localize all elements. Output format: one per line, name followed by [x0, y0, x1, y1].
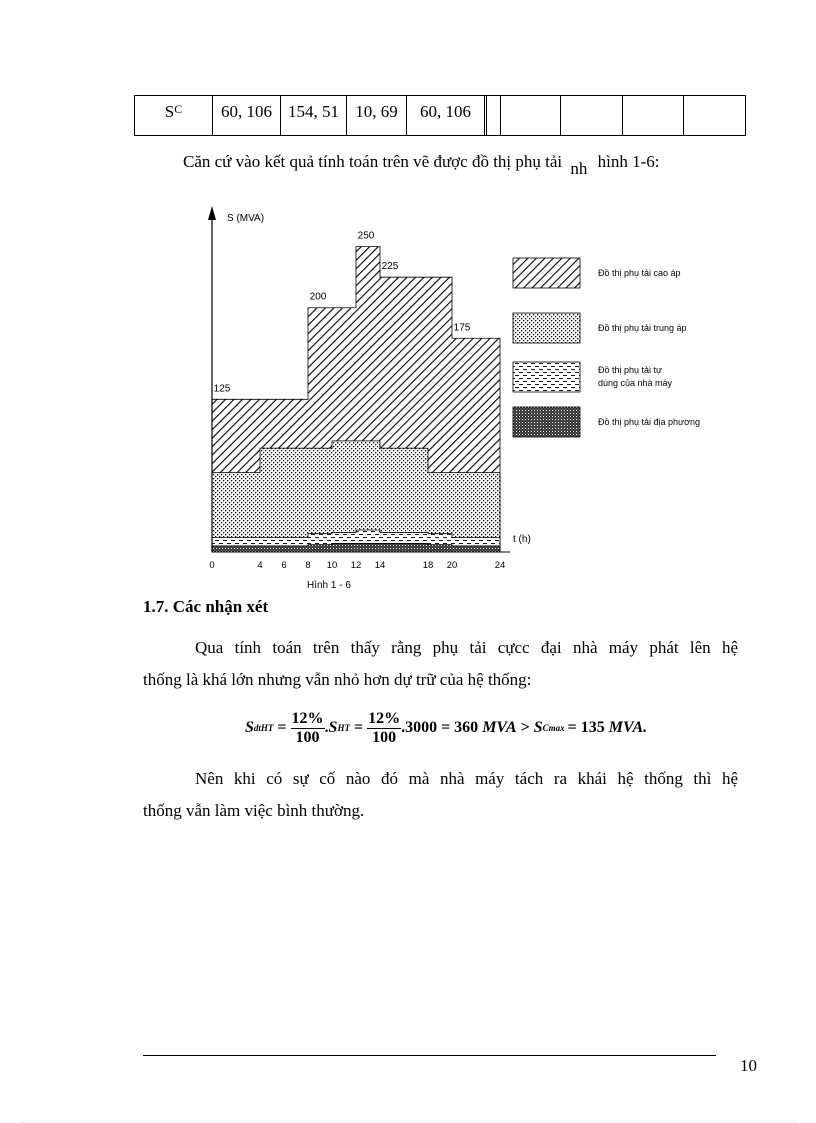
fraction-den: 100 — [295, 728, 320, 746]
x-tick-label: 6 — [281, 560, 287, 571]
cell-text: 60, 106 — [420, 102, 471, 121]
chart-areas — [212, 247, 500, 552]
x-tick-labels — [209, 560, 505, 571]
fraction-den: 100 — [372, 728, 397, 746]
legend-swatch — [513, 362, 580, 392]
figure-caption: Hình 1 - 6 — [307, 580, 351, 591]
paragraph-1-line-2: thống là khá lớn nhưng vẫn nhỏ hơn dự trữ của hệ thống: — [143, 670, 532, 689]
load-chart — [195, 200, 735, 595]
intro-sentence — [183, 146, 660, 177]
table-cell — [407, 96, 487, 135]
legend-label: Đồ thị phụ tải trung áp — [598, 323, 687, 333]
table-cell — [684, 96, 744, 135]
cell-label-sup: C — [174, 102, 183, 116]
table-cell — [347, 96, 407, 135]
legend-swatch — [513, 258, 580, 288]
section-title: Các nhận xét — [172, 597, 269, 616]
formula-value: 3000 = 360 — [405, 719, 479, 736]
x-tick-label: 24 — [494, 560, 506, 571]
formula-sub: HT — [337, 723, 350, 733]
table-cell — [623, 96, 684, 135]
data-label: 250 — [357, 230, 375, 242]
data-label: 175 — [453, 322, 471, 334]
data-label: 200 — [309, 291, 327, 303]
table-cell — [487, 96, 501, 135]
intro-sub: nh — [570, 159, 588, 178]
paragraph-2-line-2: thống vẫn làm việc bình thường. — [143, 801, 365, 820]
cell-text: 10, 69 — [355, 102, 398, 121]
legend-label-2: dùng của nhà máy — [598, 378, 673, 388]
x-tick-label: 10 — [326, 560, 338, 571]
legend-label: Đồ thị phụ tải địa phương — [598, 417, 700, 427]
formula-value-2: = 135 — [567, 719, 605, 736]
x-tick-label: 20 — [446, 560, 458, 571]
x-axis-label: t (h) — [513, 534, 531, 545]
formula-fraction — [291, 710, 325, 747]
chart-legend — [513, 258, 700, 437]
x-tick-label: 8 — [305, 560, 311, 571]
table-cell — [213, 96, 281, 135]
table-cell — [501, 96, 561, 135]
data-label: 125 — [213, 383, 231, 395]
formula-sub: Cmax — [542, 723, 565, 733]
cell-label-text: S — [164, 102, 175, 121]
formula-gt: > — [520, 719, 530, 736]
section-number: 1.7. — [143, 597, 169, 616]
x-tick-label: 4 — [257, 560, 263, 571]
formula-sub: dtHT — [253, 723, 274, 733]
formula-s: S — [245, 719, 254, 736]
intro-text-after: hình 1-6: — [597, 152, 660, 171]
page-number: 10 — [740, 1056, 757, 1075]
paragraph-1-line-1: Qua tính toán trên thấy rằng phụ tải cựcc đại nhà máy phát lên hệ — [195, 638, 738, 657]
cell-text: 60, 106 — [221, 102, 272, 121]
fraction-num: 12% — [291, 709, 324, 727]
formula: S dtHT = $\frac{12\%}{100}$ . S HT = $\frac{12\%}{100}$ . 3000 = 360 MVA > S Cmax = 135 MVA. — [245, 709, 648, 746]
formula-unit-2: MVA. — [608, 719, 648, 736]
section-heading — [143, 597, 268, 617]
formula-s: S — [533, 719, 543, 736]
legend-label: Đồ thị phụ tải tự — [598, 365, 663, 375]
x-tick-label: 0 — [209, 560, 215, 571]
formula-unit: MVA — [482, 719, 517, 736]
data-label: 225 — [381, 261, 399, 273]
x-tick-label: 12 — [350, 560, 362, 571]
table-cell — [561, 96, 623, 135]
legend-swatch — [513, 407, 580, 437]
table-cell-label — [135, 96, 213, 135]
y-axis-arrow — [208, 206, 216, 220]
y-axis-label: S (MVA) — [227, 213, 265, 224]
legend-swatch — [513, 313, 580, 343]
formula-fraction — [367, 710, 401, 747]
paragraph-2-line-1: Nên khi có sự cố nào đó mà nhà máy tách ra khái hệ thống thì hệ — [195, 769, 738, 788]
cell-text: 154, 51 — [288, 102, 339, 121]
formula-s: S — [328, 719, 338, 736]
legend-label: Đồ thị phụ tải cao áp — [598, 268, 681, 278]
x-tick-label: 18 — [422, 560, 434, 571]
table-cell — [281, 96, 347, 135]
x-tick-label: 14 — [374, 560, 386, 571]
intro-text: Căn cứ vào kết quả tính toán trên vẽ được đồ thị phụ tải — [183, 152, 563, 171]
table-row — [134, 95, 746, 136]
footer-rule — [143, 1055, 716, 1056]
fraction-num: 12% — [368, 709, 401, 727]
